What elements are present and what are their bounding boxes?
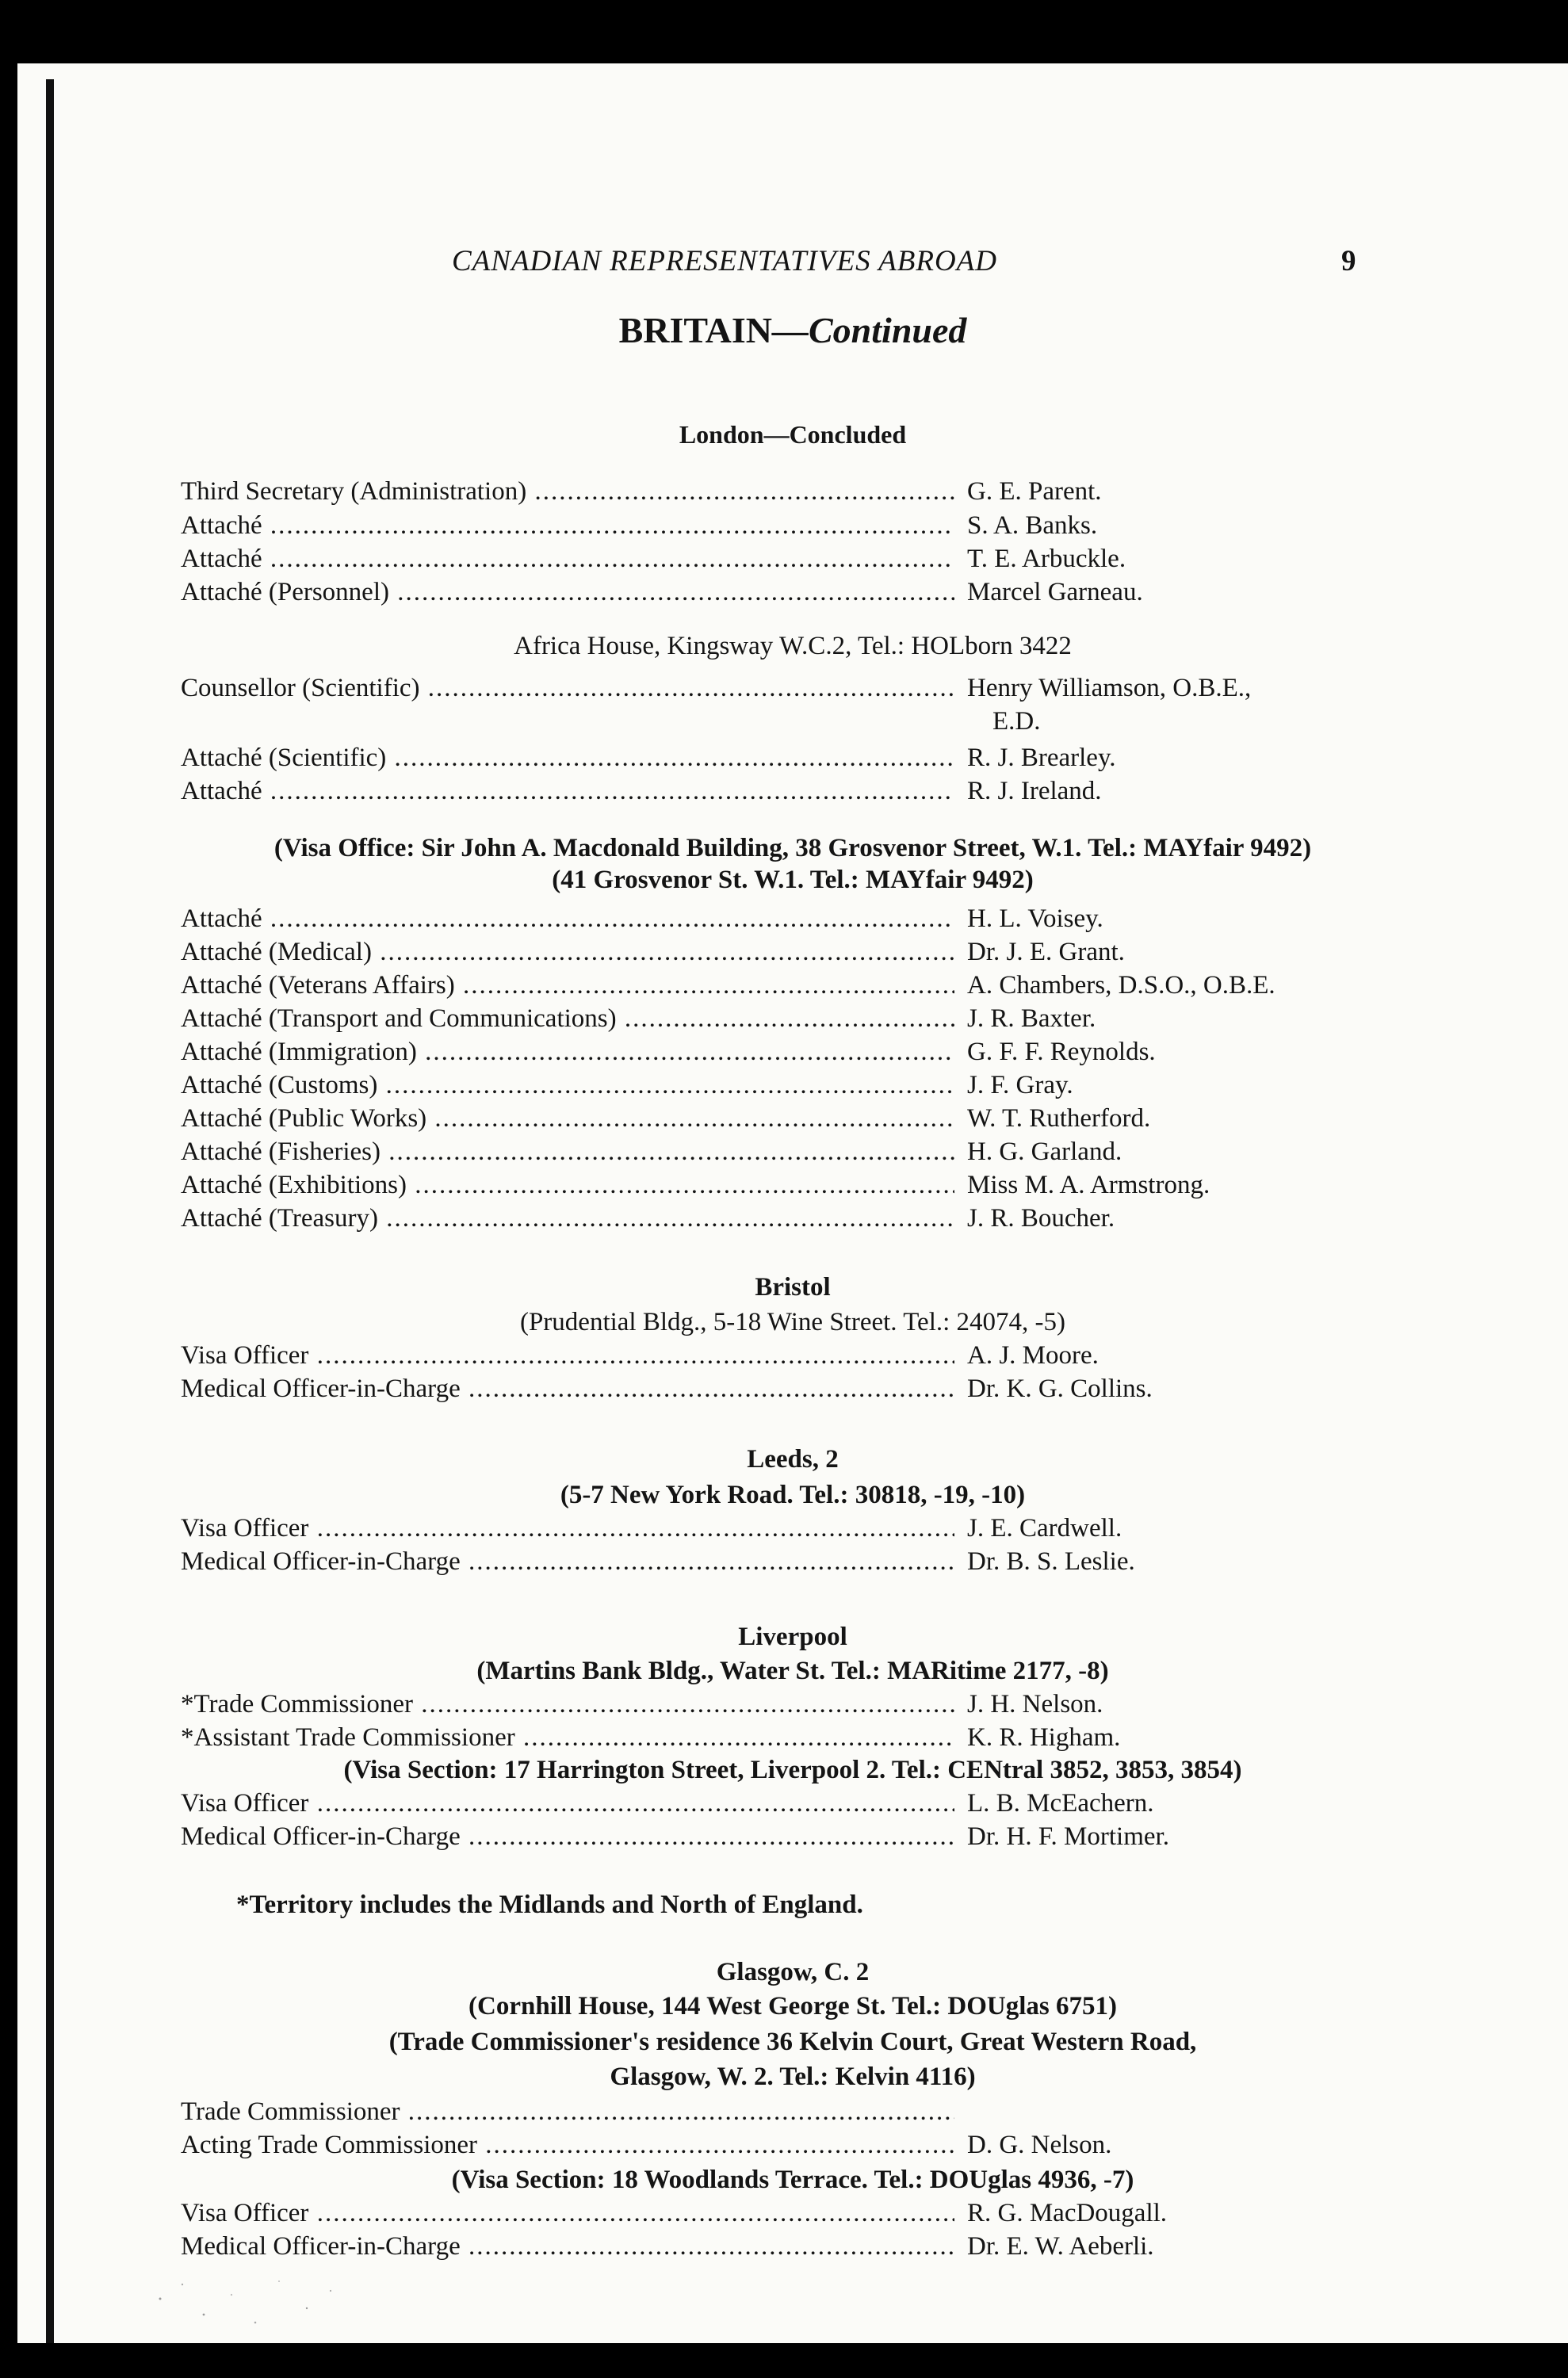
entry-name: J. R. Baxter.	[967, 1004, 1096, 1033]
entry-name: D. G. Nelson.	[967, 2131, 1112, 2159]
entry-title: Attaché (Scientific) .....	[181, 744, 954, 773]
directory-entry	[181, 744, 1370, 777]
entry-name: J. R. Boucher.	[967, 1204, 1115, 1233]
entry-name: A. Chambers, D.S.O., O.B.E.	[967, 971, 1275, 1000]
entry-title: *Trade Commissioner .....	[181, 1690, 954, 1719]
leeds-address: (5-7 New York Road. Tel.: 30818, -19, -10)	[560, 1481, 1026, 1509]
glasgow-visa-section: (Visa Section: 18 Woodlands Terrace. Tel.: DOUglas 4936, -7)	[451, 2166, 1134, 2194]
entry-title: Attaché (Veterans Affairs) .....	[181, 971, 954, 1000]
entry-name: L. B. McEachern.	[967, 1789, 1154, 1818]
entry-name: S. A. Banks.	[967, 511, 1098, 540]
directory-entry	[181, 971, 1370, 1004]
glasgow-heading: Glasgow, C. 2	[716, 1958, 870, 1986]
liverpool-address: (Martins Bank Bldg., Water St. Tel.: MARitime 2177, -8)	[476, 1657, 1109, 1685]
entry-name: A. J. Moore.	[967, 1341, 1099, 1370]
entry-name: H. G. Garland.	[967, 1137, 1122, 1166]
directory-entry	[181, 1374, 1370, 1408]
entry-title: Attaché (Public Works) .....	[181, 1104, 954, 1134]
directory-entry	[181, 777, 1370, 810]
directory-entry	[181, 1723, 1370, 1757]
entry-name: K. R. Higham.	[967, 1723, 1121, 1752]
directory-entry	[181, 545, 1370, 578]
directory-entry	[181, 938, 1370, 971]
directory-entry	[181, 904, 1370, 938]
directory-entry	[181, 511, 1370, 545]
visa-office-address-alt: (41 Grosvenor St. W.1. Tel.: MAYfair 9492)	[552, 866, 1034, 894]
directory-entry	[181, 2199, 1370, 2232]
visa-office-address: (Visa Office: Sir John A. Macdonald Building, 38 Grosvenor Street, W.1. Tel.: MAYfair 9492)	[273, 834, 1312, 862]
directory-entry	[181, 477, 1370, 510]
entry-title: Visa Officer .....	[181, 1789, 954, 1818]
entry-name: Dr. K. G. Collins.	[967, 1374, 1153, 1403]
directory-entry	[181, 1171, 1370, 1204]
entry-name: G. E. Parent.	[967, 477, 1102, 506]
footnote: *Territory includes the Midlands and North of England.	[236, 1891, 863, 1919]
directory-entry	[181, 2097, 1370, 2131]
entry-name: J. H. Nelson.	[967, 1690, 1103, 1719]
entry-name: R. G. MacDougall.	[967, 2199, 1168, 2227]
page-content	[17, 63, 1568, 2378]
entry-title: Attaché .....	[181, 511, 954, 541]
entry-name: Henry Williamson, O.B.E.,	[967, 674, 1252, 702]
entry-title: Medical Officer-in-Charge .....	[181, 1822, 954, 1852]
entry-title: Visa Officer .....	[181, 1341, 954, 1371]
entry-name: Marcel Garneau.	[967, 578, 1143, 606]
entry-title: Attaché (Treasury) .....	[181, 1204, 954, 1233]
directory-entry	[181, 1822, 1370, 1856]
entry-title: *Assistant Trade Commissioner .....	[181, 1723, 954, 1753]
directory-entry	[181, 1004, 1370, 1038]
entry-name: Miss M. A. Armstrong.	[967, 1171, 1210, 1199]
bristol-heading: Bristol	[755, 1273, 831, 1302]
liverpool-visa-section: (Visa Section: 17 Harrington Street, Liverpool 2. Tel.: CENtral 3852, 3853, 3854)	[343, 1756, 1242, 1784]
glasgow-address: (Cornhill House, 144 West George St. Tel.: DOUglas 6751)	[468, 1992, 1117, 2021]
entry-name: Dr. B. S. Leslie.	[967, 1547, 1135, 1576]
directory-entry	[181, 1514, 1370, 1547]
directory-entry	[181, 2232, 1370, 2265]
entry-title: Visa Officer .....	[181, 1514, 954, 1543]
page-paper	[17, 63, 1568, 2378]
entry-title: Attaché .....	[181, 545, 954, 574]
london-heading: London—Concluded	[679, 420, 907, 449]
glasgow-residence-line2: Glasgow, W. 2. Tel.: Kelvin 4116)	[610, 2063, 976, 2091]
directory-entry	[181, 1137, 1370, 1171]
entry-title: Medical Officer-in-Charge .....	[181, 1374, 954, 1404]
running-head: CANADIAN REPRESENTATIVES ABROAD	[452, 245, 998, 277]
entry-title: Medical Officer-in-Charge .....	[181, 1547, 954, 1577]
entry-name: Dr. J. E. Grant.	[967, 938, 1125, 966]
entry-title: Attaché (Exhibitions) .....	[181, 1171, 954, 1200]
entry-continuation: E.D.	[992, 707, 1041, 736]
entry-title: Attaché (Fisheries) .....	[181, 1137, 954, 1167]
entry-title: Attaché (Personnel) .....	[181, 578, 954, 607]
entry-title: Acting Trade Commissioner .....	[181, 2131, 954, 2160]
entry-title: Counsellor (Scientific) .....	[181, 674, 954, 703]
scan-border-bottom	[0, 2343, 1568, 2378]
directory-entry	[181, 1547, 1370, 1581]
country-name: BRITAIN	[618, 310, 772, 350]
directory-entry	[181, 1204, 1370, 1237]
entry-title: Attaché (Immigration) .....	[181, 1038, 954, 1067]
entry-title: Attaché (Medical) .....	[181, 938, 954, 967]
entry-name: Dr. E. W. Aeberli.	[967, 2232, 1154, 2261]
directory-entry	[181, 1690, 1370, 1723]
directory-entry	[181, 674, 1370, 707]
country-title	[17, 309, 1568, 351]
entry-name: R. J. Brearley.	[967, 744, 1116, 772]
entry-name: T. E. Arbuckle.	[967, 545, 1126, 573]
glasgow-residence-line1: (Trade Commissioner's residence 36 Kelvin Court, Great Western Road,	[388, 2028, 1197, 2056]
bristol-address: (Prudential Bldg., 5-18 Wine Street. Tel.: 24074, -5)	[519, 1308, 1066, 1336]
directory-entry	[181, 1789, 1370, 1822]
entry-name: J. F. Gray.	[967, 1071, 1073, 1099]
country-continued: —Continued	[772, 310, 967, 350]
page-number: 9	[1341, 245, 1356, 277]
entry-title: Medical Officer-in-Charge .....	[181, 2232, 954, 2261]
entry-title: Attaché (Customs) .....	[181, 1071, 954, 1100]
entry-name: J. E. Cardwell.	[967, 1514, 1122, 1543]
entry-name: Dr. H. F. Mortimer.	[967, 1822, 1169, 1851]
entry-title: Visa Officer .....	[181, 2199, 954, 2228]
entry-title: Attaché .....	[181, 777, 954, 806]
directory-entry	[181, 1341, 1370, 1374]
entry-title: Attaché (Transport and Communications) .....	[181, 1004, 954, 1034]
entry-name: H. L. Voisey.	[967, 904, 1103, 933]
directory-entry	[181, 578, 1370, 611]
entry-name: G. F. F. Reynolds.	[967, 1038, 1156, 1066]
africa-house-address: Africa House, Kingsway W.C.2, Tel.: HOLborn 3422	[514, 632, 1072, 660]
entry-name: R. J. Ireland.	[967, 777, 1102, 805]
entry-title: Third Secretary (Administration) .....	[181, 477, 954, 507]
directory-entry	[181, 1071, 1370, 1104]
entry-name: W. T. Rutherford.	[967, 1104, 1151, 1133]
leeds-heading: Leeds, 2	[747, 1445, 839, 1474]
entry-title: Attaché .....	[181, 904, 954, 934]
liverpool-heading: Liverpool	[738, 1623, 847, 1651]
directory-entry	[181, 2131, 1370, 2164]
directory-entry	[181, 1038, 1370, 1071]
directory-entry	[181, 1104, 1370, 1137]
entry-title: Trade Commissioner .....	[181, 2097, 954, 2127]
